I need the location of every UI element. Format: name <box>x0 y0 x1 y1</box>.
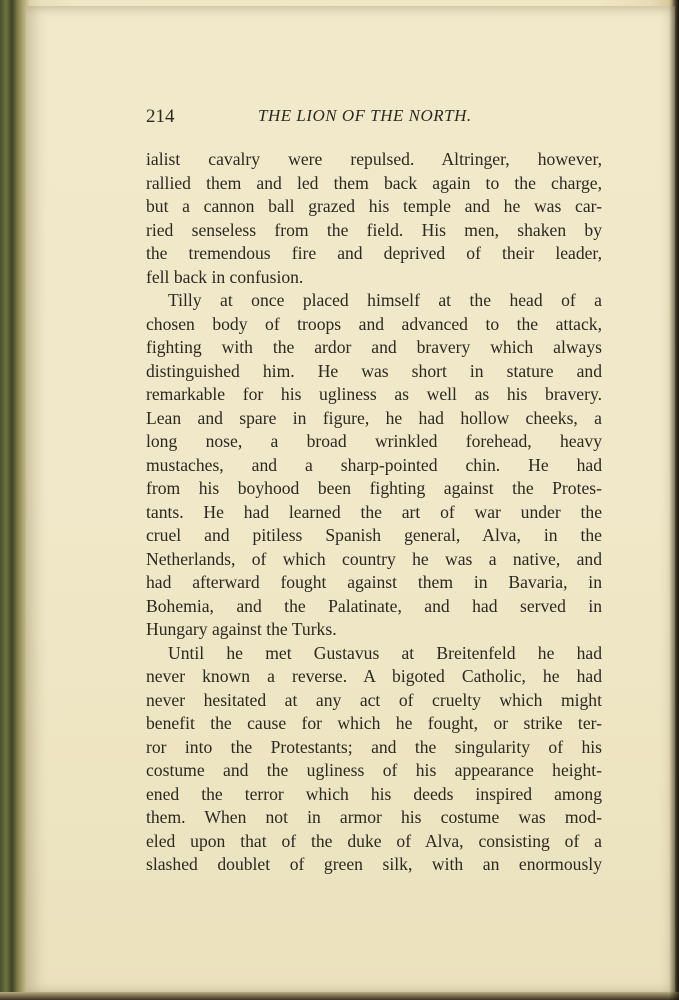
text-line: but a cannon ball grazed his temple and he was car- <box>146 196 602 216</box>
text-line: remarkable for his ugliness as well as his bravery. <box>146 384 602 404</box>
text-line: never hesitated at any act of cruelty which might <box>146 689 602 710</box>
text-line: long nose, a broad wrinkled forehead, heavy <box>146 431 602 451</box>
text-line: fell back in confusion. <box>146 266 304 287</box>
running-title: THE LION OF THE NORTH. <box>258 106 472 125</box>
text-line: never known a reverse. A bigoted Catholic, he had <box>146 666 602 686</box>
page-number: 214 <box>146 106 175 127</box>
text-line: chosen body of troops and advanced to the attack, <box>146 313 602 334</box>
text-line: benefit the cause for which he fought, or strike ter- <box>146 713 602 733</box>
text-line: Bohemia, and the Palatinate, and had served in <box>146 595 602 616</box>
text-line: slashed doublet of green silk, with an enormously <box>146 854 602 874</box>
text-line: ialist cavalry were repulsed. Altringer, however, <box>146 149 602 169</box>
text-line: ened the terror which his deeds inspired among <box>146 783 602 804</box>
body-text <box>146 148 602 877</box>
text-line: the tremendous fire and deprived of their leader, <box>146 243 602 263</box>
text-line: ried senseless from the field. His men, shaken by <box>146 219 602 240</box>
text-line: costume and the ugliness of his appearance height- <box>146 760 602 780</box>
text-line: had afterward fought against them in Bavaria, in <box>146 572 602 592</box>
text-line: Hungary against the Turks. <box>146 619 337 639</box>
text-line: cruel and pitiless Spanish general, Alva, in the <box>146 525 602 545</box>
text-line: ror into the Protestants; and the singularity of his <box>146 736 602 757</box>
page-bottom-edge <box>0 992 679 1000</box>
text-line: them. When not in armor his costume was mod- <box>146 807 602 827</box>
text-line: Netherlands, of which country he was a native, and <box>146 548 602 569</box>
text-line: from his boyhood been fighting against the Protes- <box>146 478 602 498</box>
text-line: fighting with the ardor and bravery which always <box>146 337 602 357</box>
text-line: tants. He had learned the art of war under the <box>146 501 602 522</box>
page-right-shadow <box>669 0 679 1000</box>
text-line: Until he met Gustavus at Breitenfeld he had <box>168 642 602 663</box>
text-line: distinguished him. He was short in stature and <box>146 360 602 381</box>
text-line: eled upon that of the duke of Alva, consisting of a <box>146 830 602 851</box>
text-line: Lean and spare in figure, he had hollow cheeks, a <box>146 407 602 428</box>
page-header <box>146 106 604 132</box>
text-line: rallied them and led them back again to the charge, <box>146 172 602 193</box>
text-line: mustaches, and a sharp-pointed chin. He had <box>146 454 602 475</box>
text-line: Tilly at once placed himself at the head of a <box>168 290 602 310</box>
